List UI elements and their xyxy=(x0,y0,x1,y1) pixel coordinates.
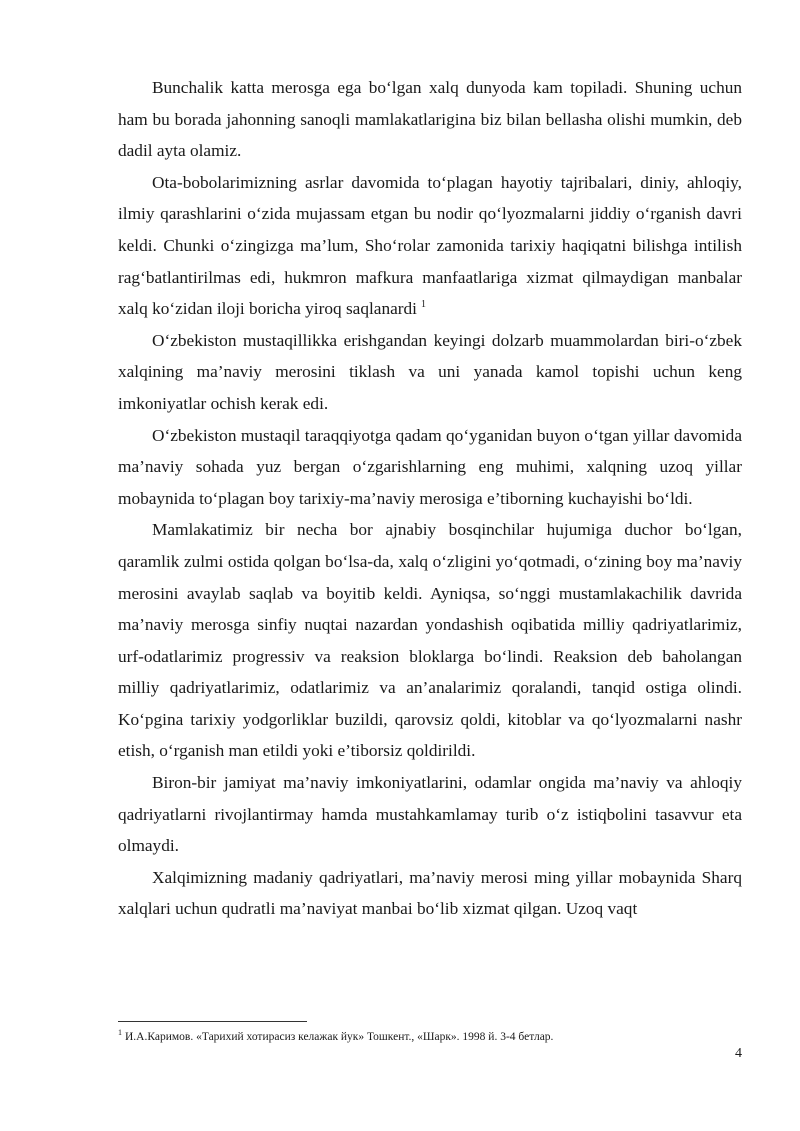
footnote-text: И.А.Каримов. «Тарихий хотирасиз келажак йук» Тошкент., «Шарк». 1998 й. 3-4 бетлар. xyxy=(125,1031,554,1043)
page-number: 4 xyxy=(735,1046,742,1061)
paragraph-1: Bunchalik katta merosga ega bo‘lgan xalq dunyoda kam topiladi. Shuning uchun ham bu borada jahonning sanoqli mamlakatlarigina biz bilan bellasha olishi mumkin, deb dadil ayta olamiz. xyxy=(118,78,742,161)
paragraph-7: Xalqimizning madaniy qadriyatlari, ma’naviy merosi ming yillar mobaynida Sharq xalqlari uchun qudratli ma’naviyat manbai bo‘lib xizmat qilgan. Uzoq vaqt xyxy=(118,867,742,919)
paragraph-4: O‘zbekiston mustaqil taraqqiyotga qadam qo‘yganidan buyon o‘tgan yillar davomida ma’naviy sohada yuz bergan o‘zgarishlarning eng muhimi, xalqning uzoq yillar mobaynida to‘plagan boy tarixiy-ma’naviy merosiga e’tiborning kuchayishi bo‘ldi. xyxy=(118,425,742,508)
paragraph-3: O‘zbekiston mustaqillikka erishgandan keyingi dolzarb muammolardan biri-o‘zbek xalqining ma’naviy merosini tiklash va uni yanada kamol topishi uchun keng imkoniyatlar ochish kerak edi. xyxy=(118,330,742,413)
paragraph-5: Mamlakatimiz bir necha bor ajnabiy bosqinchilar hujumiga duchor bo‘lgan, qaramlik zulmi ostida qolgan bo‘lsa-da, xalq o‘zligini yo‘qotmadi, o‘zining boy ma’naviy merosini avaylab saqlab va boyitib keldi. Ayniqsa, so‘nggi mustamlakachilik davrida ma’naviy merosga sinfiy nuqtai nazardan yondashish oqibatida milliy qadriyatlarimiz, urf-odatlarimiz progressiv va reaksion bloklarga bo‘lindi. Reaksion deb baholangan milliy qadriyatlarimiz, odatlarimiz va an’analarimiz qoralandi, tanqid ostiga olindi. Ko‘pgina tarixiy yodgorliklar buzildi, qarovsiz qoldi, kitoblar va qo‘lyozmalarni nashr etish, o‘rganish man etildi yoki e’tiborsiz qoldirildi. xyxy=(118,520,742,761)
footnote-separator xyxy=(118,1021,307,1022)
footnote xyxy=(118,1030,742,1045)
paragraph-2 xyxy=(118,167,742,325)
footnote-reference[interactable]: 1 xyxy=(420,299,426,311)
footnote-marker: 1 xyxy=(118,1028,122,1038)
paragraph-2-text: Ota-bobolarimizning asrlar davomida to‘plagan hayotiy tajribalari, diniy, ahloqiy, ilmiy qarashlarini o‘zida mujassam etgan bu nodir qo‘lyozmalarni jiddiy o‘rganish davri keldi. Chunki o‘zingizga ma’lum, Sho‘rolar zamonida tarixiy haqiqatni bilishga intilish rag‘batlantirilmas edi, hukmron mafkura manfaatlariga xizmat qilmaydigan manbalar xalq ko‘zidan iloji boricha yiroq saqlanardi xyxy=(118,172,742,319)
paragraph-6: Biron-bir jamiyat ma’naviy imkoniyatlarini, odamlar ongida ma’naviy va ahloqiy qadriyatlarni rivojlantirmay hamda mustahkamlamay turib o‘z istiqbolini tasavvur eta olmaydi. xyxy=(118,773,742,856)
document-body xyxy=(118,72,742,925)
